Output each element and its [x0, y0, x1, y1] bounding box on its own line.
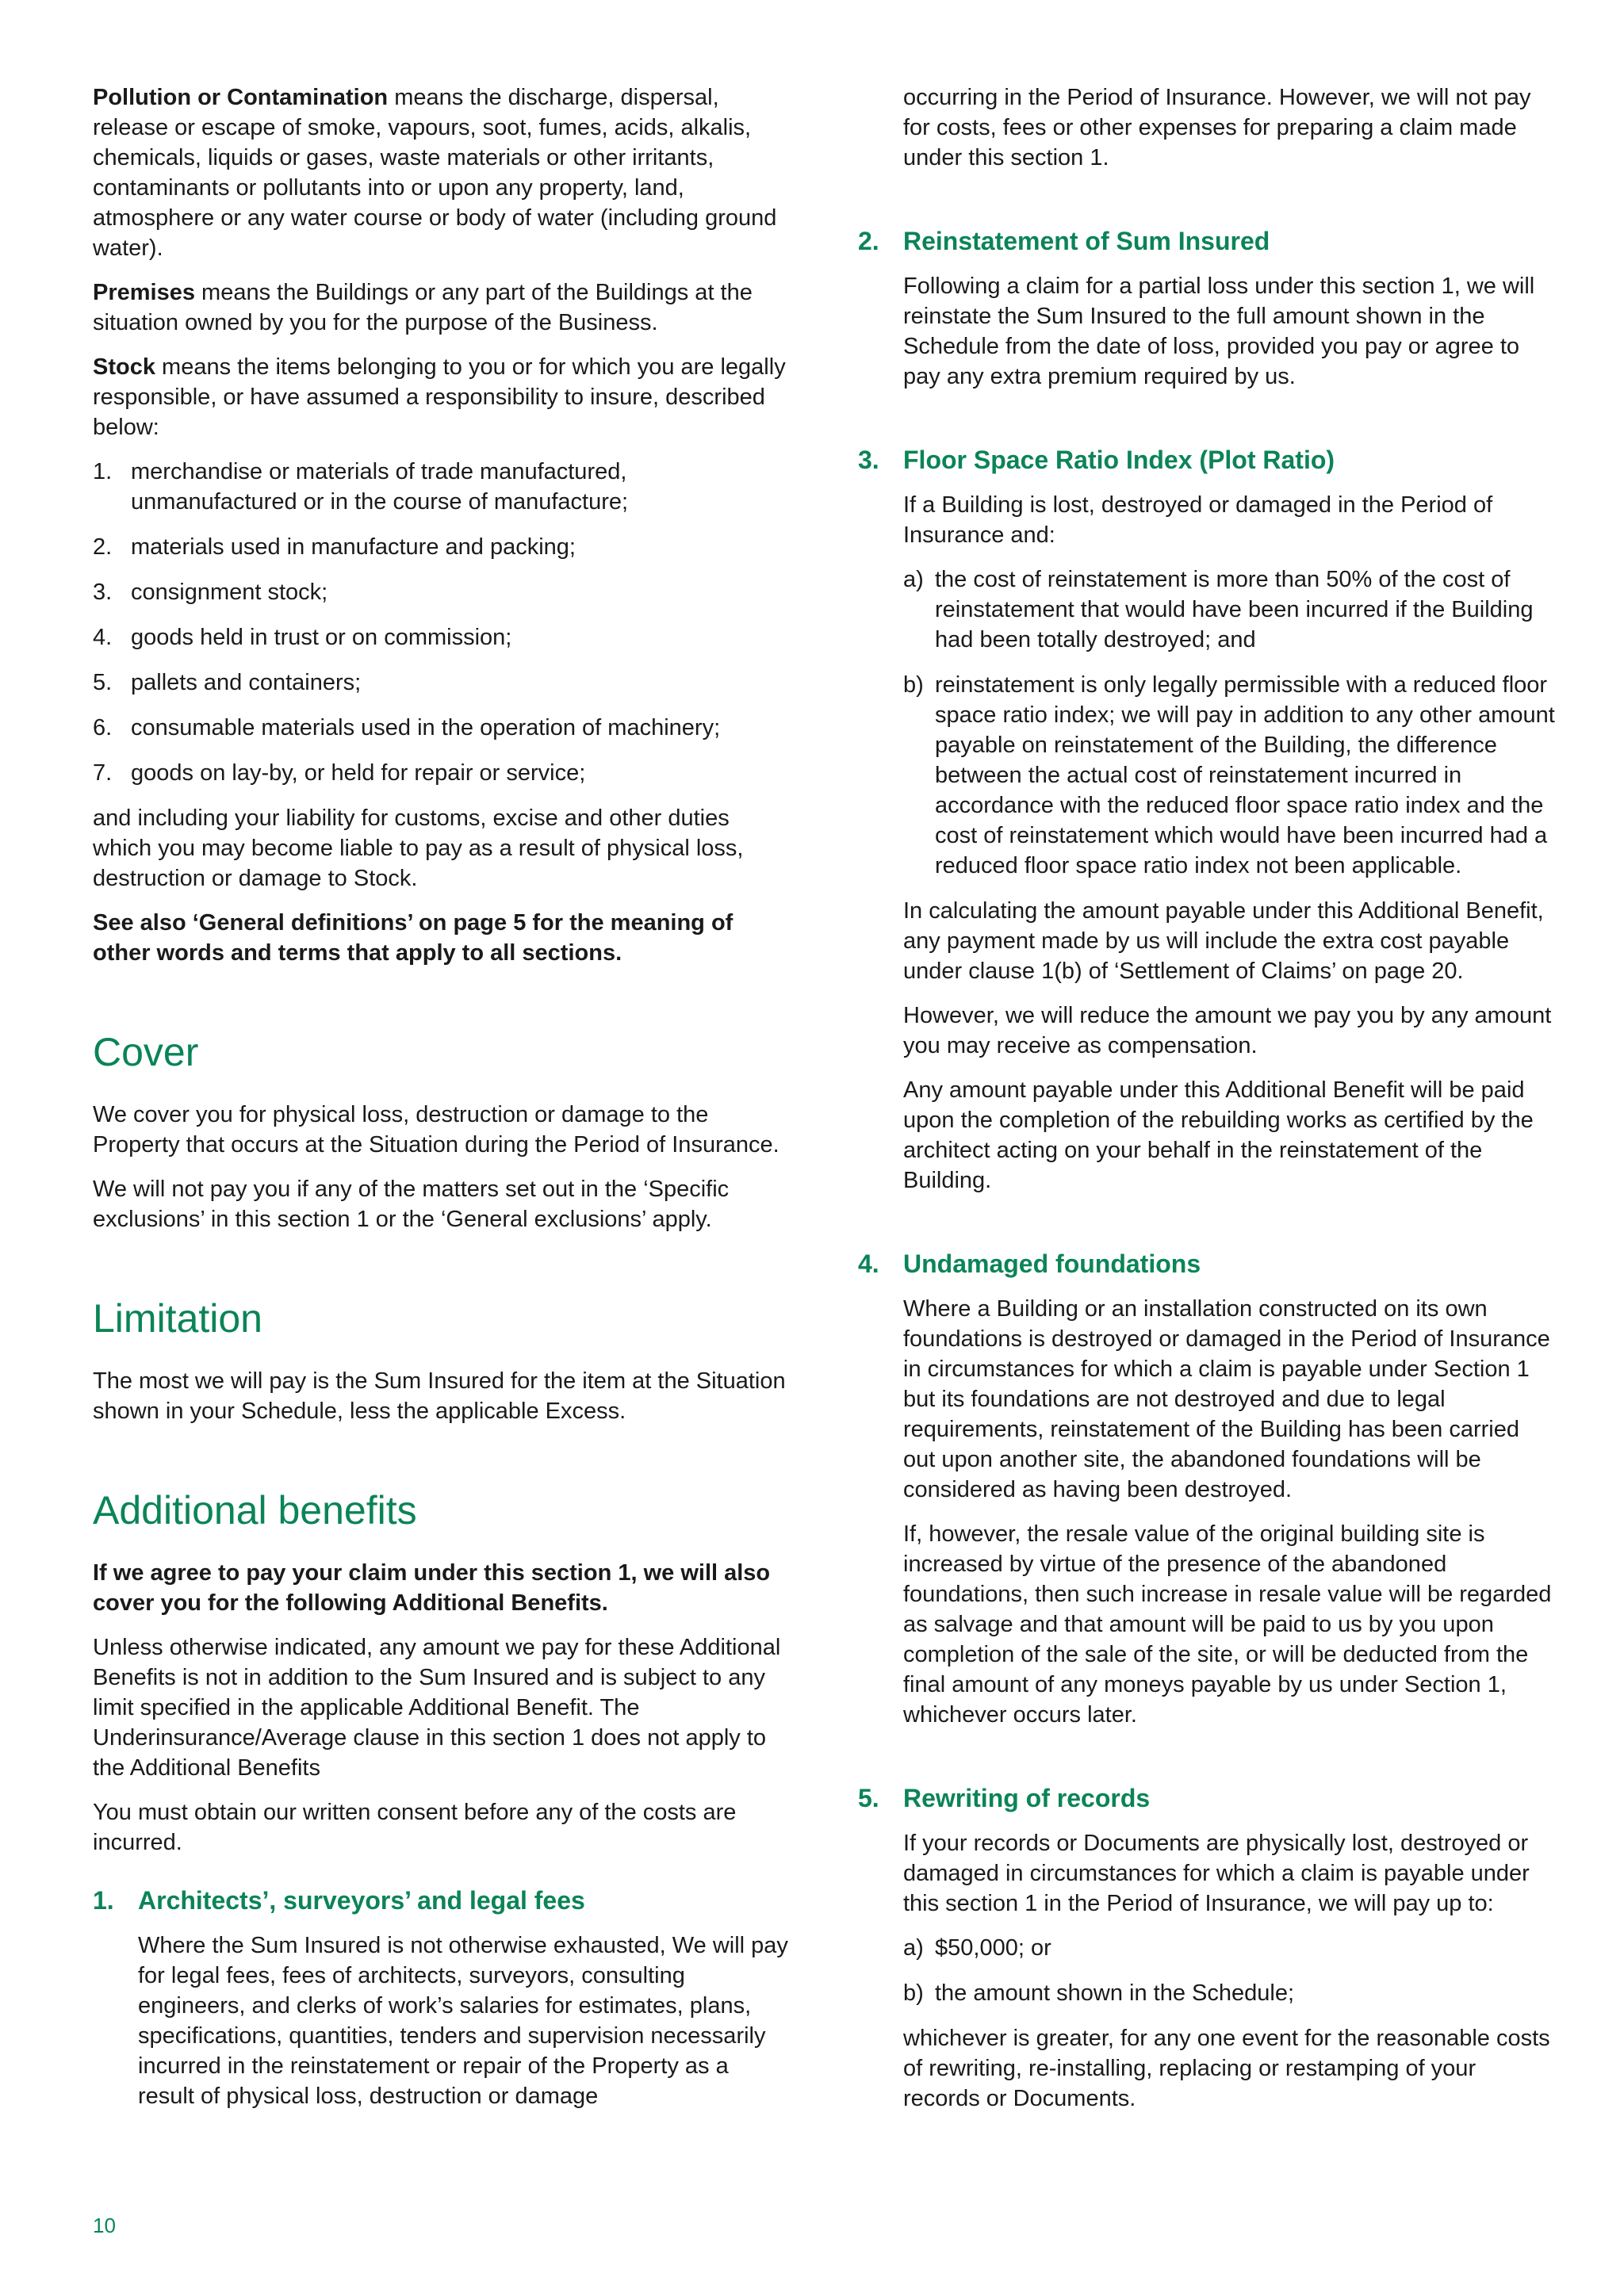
benefit-1-body: Where the Sum Insured is not otherwise exhausted, We will pay for legal fees, fees of architects, surveyors, consulting engineers, and clerks of work’s salaries for estimates, plans, specifications, quantities, tenders and supervision necessarily incurred in the reinstatement or repair of the Property as a result of physical loss, destruction or damage	[138, 1933, 788, 2109]
benefit-4-heading: 4. Undamaged foundations	[858, 1249, 1201, 1278]
heading-cover: Cover	[93, 1030, 199, 1074]
term-stock: Stock	[93, 354, 155, 380]
definition-stock: Stock means the items belonging to you or for which you are legally responsible, or have assumed a responsibility to insure, described below:	[93, 354, 786, 440]
definition-pollution: Pollution or Contamination means the discharge, dispersal, release or escape of smoke, vapours, soot, fumes, acids, alkalis, chemicals, liquids or gases, waste materials or other irritants, contaminants or pollutants into or upon any property, land, atmosphere or any water course or body of water (including ground water).	[93, 85, 777, 261]
benefit-3-list	[903, 564, 1556, 881]
definition-premises: Premises means the Buildings or any part of the Buildings at the situation owned by you for the purpose of the Business.	[93, 280, 753, 335]
list-item: 2. materials used in manufacture and packing;	[93, 534, 576, 560]
left-column	[93, 82, 791, 2126]
list-item: 6. consumable materials used in the operation of machinery;	[93, 715, 721, 740]
term-premises: Premises	[93, 280, 195, 305]
list-item: a) $50,000; or	[903, 1935, 1051, 1961]
benefit-5-heading: 5. Rewriting of records	[858, 1784, 1151, 1812]
list-item: 1. merchandise or materials of trade manufactured, unmanufactured or in the course of manufacture;	[93, 459, 629, 515]
list-item: 7. goods on lay-by, or held for repair or service;	[93, 760, 586, 786]
benefit-5-list	[903, 1933, 1556, 2008]
term-pollution: Pollution or Contamination	[93, 85, 389, 110]
list-item: 5. pallets and containers;	[93, 670, 362, 695]
limitation-paragraph: The most we will pay is the Sum Insured for the item at the Situation shown in your Schedule, less the applicable Excess.	[93, 1368, 786, 1424]
list-item: b) the amount shown in the Schedule;	[903, 1980, 1295, 2006]
heading-additional-benefits: Additional benefits	[93, 1488, 417, 1533]
stock-list	[93, 457, 791, 788]
list-item: 3. consignment stock;	[93, 580, 328, 605]
stock-tail: and including your liability for customs, excise and other duties which you may become liable to pay as a result of physical loss, destruction or damage to Stock.	[93, 806, 744, 891]
benefit-3-heading: 3. Floor Space Ratio Index (Plot Ratio)	[858, 446, 1335, 474]
right-column	[858, 82, 1556, 2128]
heading-limitation: Limitation	[93, 1296, 262, 1341]
benefit-2-heading: 2. Reinstatement of Sum Insured	[858, 227, 1270, 255]
benefit-3-body: If a Building is lost, destroyed or damaged in the Period of Insurance and: a) the cost of reinstatement is more than 50% of the cost of reinstatement that would have been incurred if the Building had been totally destroyed; and b) reinstatement is only legally permissible with a reduced floor space ratio index; we will pay in addition to any other amount payable on reinstatement of the Building, the difference between the actual cost of reinstatement incurred in accordance with the reduced floor space ratio index and the cost of reinstatement which would have been incurred had a reduced floor space ratio index not been applicable. In calculating the amount payable under this Additional Benefit, any payment made by us will include the extra cost payable under clause 1(b) of ‘Settlement of Claims’ on page 20. However, we will reduce the amount we pay you by any amount you may receive as compensation. Any amount payable under this Additional Benefit will be paid upon the completion of the rebuilding works as certified by the architect acting on your behalf in the reinstatement of the Building.	[903, 492, 1555, 1193]
list-item: b) reinstatement is only legally permissible with a reduced floor space ratio index; we will pay in addition to any other amount payable on reinstatement of the Building, the difference between the actual cost of reinstatement incurred in accordance with the reduced floor space ratio index and the cost of reinstatement which would have been incurred had a reduced floor space ratio index not been applicable.	[903, 672, 1555, 878]
list-item: a) the cost of reinstatement is more than 50% of the cost of reinstatement that would have been incurred if the Building had been totally destroyed; and	[903, 567, 1534, 652]
list-item: 4. goods held in trust or on commission;	[93, 625, 512, 650]
additional-benefits-paragraph: You must obtain our written consent before any of the costs are incurred.	[93, 1800, 737, 1855]
benefit-1-continued: occurring in the Period of Insurance. However, we will not pay for costs, fees or other expenses for preparing a claim made under this section 1.	[903, 85, 1531, 170]
see-also-note: See also ‘General definitions’ on page 5 for the meaning of other words and terms that apply to all sections.	[93, 910, 733, 966]
benefit-2-body: Following a claim for a partial loss under this section 1, we will reinstate the Sum Insured to the full amount shown in the Schedule from the date of loss, provided you pay or agree to pay any extra premium required by us.	[903, 274, 1535, 389]
page-number: 10	[93, 2214, 116, 2237]
additional-benefits-intro: If we agree to pay your claim under this section 1, we will also cover you for the following Additional Benefits.	[93, 1560, 771, 1616]
benefit-4-body: Where a Building or an installation constructed on its own foundations is destroyed or damaged in the Period of Insurance in circumstances for which a claim is payable under Section 1 but its foundations are not destroyed and due to legal requirements, reinstatement of the Building has been carried out upon another site, the abandoned foundations will be considered as having been destroyed. If, however, the resale value of the original building site is increased by virtue of the presence of the abandoned foundations, then such increase in resale value will be regarded as salvage and that amount will be paid to us by you upon completion of the sale of the site, or will be deducted from the final amount of any moneys payable by us under Section 1, whichever occurs later.	[903, 1296, 1552, 1728]
benefit-1-heading: 1. Architects’, surveyors’ and legal fees	[93, 1886, 585, 1915]
benefit-5-body: If your records or Documents are physically lost, destroyed or damaged in circumstances for which a claim is payable under this section 1 in the Period of Insurance, we will pay up to: a) $50,000; or b) the amount shown in the Schedule; whichever is greater, for any one event for the reasonable costs of rewriting, re-installing, replacing or restamping of your records or Documents.	[858, 1828, 1556, 2114]
cover-paragraph: We will not pay you if any of the matters set out in the ‘Specific exclusions’ in this section 1 or the ‘General exclusions’ apply.	[93, 1177, 730, 1232]
additional-benefits-paragraph: Unless otherwise indicated, any amount we pay for these Additional Benefits is not in addition to the Sum Insured and is subject to any limit specified in the applicable Additional Benefit. The Underinsurance/Average clause in this section 1 does not apply to the Additional Benefits	[93, 1635, 781, 1781]
cover-paragraph: We cover you for physical loss, destruction or damage to the Property that occurs at the Situation during the Period of Insurance.	[93, 1102, 779, 1158]
